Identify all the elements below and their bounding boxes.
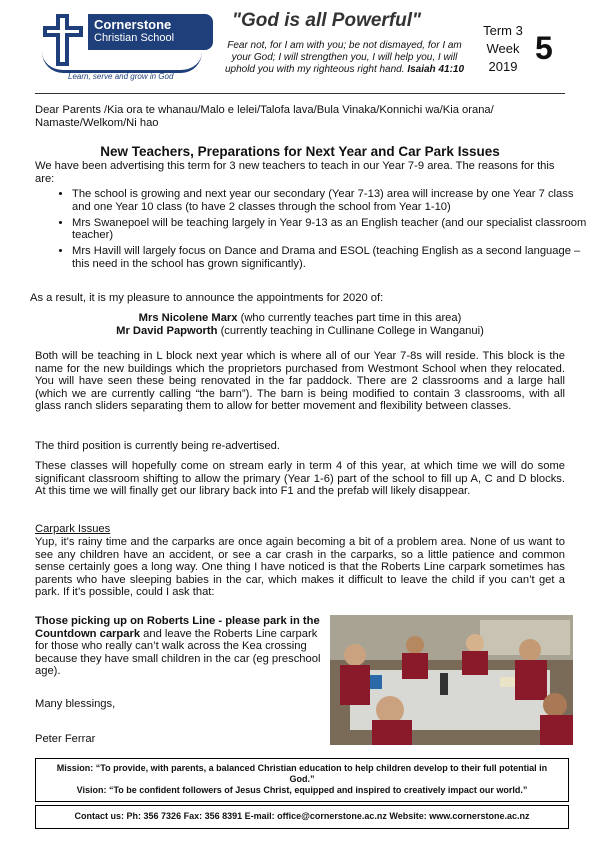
section-title: New Teachers, Preparations for Next Year and Car Park Issues <box>100 144 500 159</box>
term-label: Term 3 <box>483 23 523 38</box>
bible-verse <box>222 40 467 76</box>
header-divider <box>35 93 565 94</box>
reasons-list <box>40 188 592 274</box>
school-name-line2: Christian School <box>94 32 175 44</box>
classroom-shift-paragraph: These classes will hopefully come on stream early in term 4 of this year, at which time we will do some significant classroom shifting to allow the primary (Year 1-6) part of the school to fill up A, C and D blocks. At this time we will finally get our library back into F1 and the prefab will likely disappear. <box>35 460 565 498</box>
vision-statement: Vision: “To be confident followers of Jesus Christ, equipped and inspired to creatively impact our world.” <box>76 785 528 795</box>
third-position-paragraph: The third position is currently being re-advertised. <box>35 440 280 452</box>
contact-box <box>35 805 569 829</box>
appointee-note: (who currently teaches part time in this area) <box>240 312 462 324</box>
greeting: Dear Parents /Kia ora te whanau/Malo e lelei/Talofa lava/Bula Vinaka/Konnichi wa/Kia orana/ Namaste/Welkom/Ni hao <box>35 104 494 129</box>
appointments <box>35 312 565 338</box>
list-item: • Mrs Swanepoel will be teaching largely in Year 9-13 as an English teacher (and our specialist classroom teacher) <box>72 217 592 243</box>
closing: Many blessings, <box>35 698 116 710</box>
classroom-photo <box>330 615 573 745</box>
term-info <box>478 22 528 76</box>
appointee-note: (currently teaching in Cullinane College in Wanganui) <box>220 325 484 337</box>
carpark-paragraph: Yup, it’s rainy time and the carparks are once again becoming a bit of a problem area. None of us want to see any children have an accident, or see a car crash in the carparks, so a little patience and common sense certainly goes a long way. One thing I have noticed is that the Roberts Line carpark sometimes has parents who have sleeping babies in the car, which makes it difficult to leave the child if you can’t get a park. If it’s possible, could I ask that: <box>35 536 565 599</box>
intro-paragraph: We have been advertising this term for 3 new teachers to teach in our Year 7-9 area. The reasons for this are: <box>35 160 555 185</box>
week-number: 5 <box>535 30 553 66</box>
carpark-request-bold: Those picking up on Roberts Line - please park in the Countdown carpark <box>35 615 320 640</box>
appointment-row <box>35 325 565 338</box>
carpark-request-rest: and leave the Roberts Line carpark for those who really can’t walk across the Kea crossing because they have small children in the car (eg preschool age). <box>35 627 321 678</box>
verse-text: Fear not, for I am with you; be not dismayed, for I am your God; I will strengthen you, I will help you, I will uphold you with my righteous right hand. <box>224 40 462 75</box>
carpark-heading: Carpark Issues <box>35 523 111 535</box>
school-name-line1: Cornerstone <box>94 17 172 32</box>
list-item: • Mrs Havill will largely focus on Dance and Drama and ESOL (teaching English as a second language – this need in the school has grown significantly). <box>72 245 592 271</box>
logo-name-banner <box>88 14 213 50</box>
newsletter-headline: "God is all Powerful" <box>232 10 422 31</box>
mission-statement: Mission: “To provide, with parents, a balanced Christian education to help children develop to their full potential in God.” <box>56 763 548 784</box>
result-paragraph: As a result, it is my pleasure to announce the appointments for 2020 of: <box>30 292 384 304</box>
carpark-request <box>35 615 325 678</box>
year-label: 2019 <box>488 59 518 74</box>
appointee-name: Mrs Nicolene Marx <box>138 312 238 324</box>
list-item: • The school is growing and next year our secondary (Year 7-13) area will increase by one Year 7 class and one Year 10 class (to have 2 classes through the school from Year 1-10) <box>72 188 592 214</box>
signature: Peter Ferrar <box>35 733 96 745</box>
verse-reference: Isaiah 41:10 <box>407 64 465 75</box>
school-logo <box>40 12 210 82</box>
appointment-row <box>35 312 565 325</box>
lblock-paragraph: Both will be teaching in L block next year which is where all of our Year 7-8s will reside. This block is the name for the new buildings which the proprietors purchased from Westmont School when they relocated. You will have seen these being renovated in the far paddock. There are 2 classrooms and a large hall (which we are currently calling “the barn”). The barn is being modified to contain 3 classrooms, with all glass ranch sliders separating them to allow for better movement and flexibility between classes. <box>35 350 565 413</box>
school-tagline: Learn, serve and grow in God <box>68 72 174 81</box>
appointee-name: Mr David Papworth <box>116 325 218 337</box>
contact-details: Contact us: Ph: 356 7326 Fax: 356 8391 E-mail: office@cornerstone.ac.nz Website: www.cornerstone.ac.nz <box>74 811 530 821</box>
logo-swoosh <box>42 52 202 73</box>
mission-box <box>35 758 569 802</box>
week-label: Week <box>486 41 520 56</box>
